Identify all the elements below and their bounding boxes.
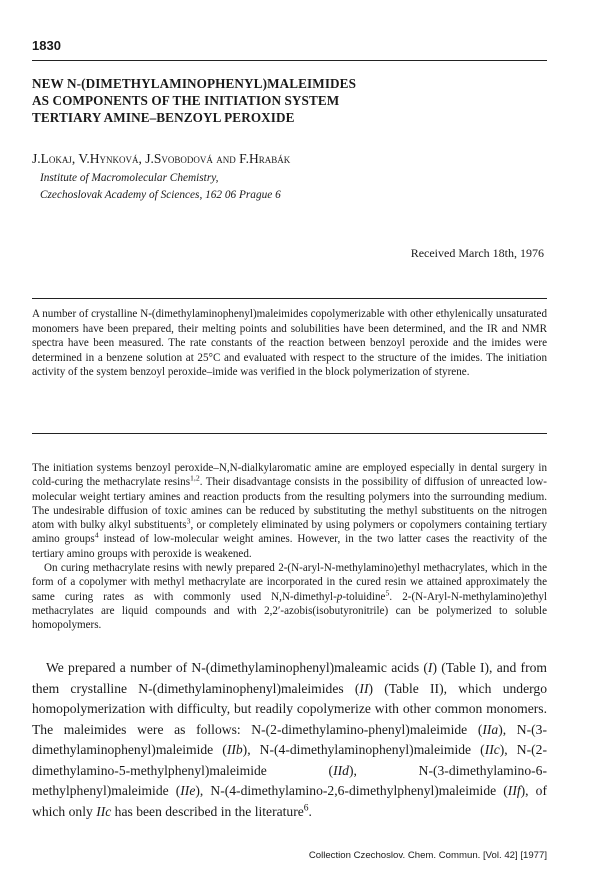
received-date: Received March 18th, 1976	[410, 246, 544, 260]
title-line-2: AS COMPONENTS OF THE INITIATION SYSTEM	[32, 93, 340, 108]
reference: 1,2	[190, 473, 200, 483]
abstract: A number of crystalline N-(dimethylaminophenyl)maleimides copolymerizable with other ethylenically unsaturated monomers have been prepared, their melting points and solubilities have been determined, and the IR and NMR spectra have been measured. The rate constants of the reaction between benzoyl peroxide and the imides were determined in a benzene solution at 25°C and evaluated with respect to the structure of the imides. The initiation activity of the system benzoyl peroxide–imide was verified in the block polymerization of styrene.	[32, 308, 547, 379]
reference: 6	[303, 802, 309, 813]
journal-footer: Collection Czechoslov. Chem. Commun. [Vol. 42] [1977]	[308, 850, 547, 861]
affiliation	[40, 170, 281, 204]
intro-paragraph-1: The initiation systems benzoyl peroxide–N,N-dialkylaromatic amine are employed especially in dental surgery in cold-curing the methacrylate resins$^{1,2}$. Their disadvantage consists in the possibility of diffusion of unreacted low-molecular weight tertiary amines and reaction products from the resulting polymers into the surrounding medium. The undesirable diffusion of toxic amines can be reduced by substituting the methyl substituents on the nitrogen atom with bulky alkyl substituents$^3$, or completely eliminated by using polymers or copolymers containing tertiary amino groups$^4$ instead of low-molecular weight amines. However, in the two latter cases the reactivity of the tertiary amino groups with peroxide is weakened.	[32, 462, 548, 560]
intro-paragraph-2: On curing methacrylate resins with newly prepared 2-(N-aryl-N-methylamino)ethyl methacrylates, which in the form of a copolymer with methyl methacrylate are incorporated in the cured resin we attained approximately the same curing rates as with commonly used N,N-dimethyl-p-toluidine$^5$. 2-(N-Aryl-N-methylamino)ethyl methacrylates are liquid compounds and with 2,2′-azobis(isobutyronitrile) can be polymerized to soluble homopolymers.	[32, 562, 547, 632]
authors: J.Lokaj, V.Hynková, J.Svobodová and F.Hrabák	[32, 151, 291, 166]
affiliation-line-1: Institute of Macromolecular Chemistry,	[40, 172, 219, 184]
body-paragraph: We prepared a number of N-(dimethylaminophenyl)maleamic acids (I) (Table I), and from them crystalline N-(dimethylaminophenyl)maleimides (II) (Table II), which undergo homopolymerization with difficulty, but readily copolymerize with other common monomers. The maleimides were as follows: N-(2-dimethylamino-phenyl)maleimide (IIa), N-(3-dimethylaminophenyl)maleimide (IIb), N-(4-dimethylaminophenyl)maleimide (IIc), N-(2-dimethylamino-5-methylphenyl)maleimide (IId), N-(3-dimethylamino-6-methylphenyl)maleimide (IIe), N-(4-dimethylamino-2,6-dimethylphenyl)maleimide (IIf), of which only IIc has been described in the literature$^6$.	[32, 660, 547, 819]
main-body	[32, 658, 547, 822]
page-number: 1830	[32, 38, 61, 53]
affiliation-line-2: Czechoslovak Academy of Sciences, 162 06 Prague 6	[40, 189, 281, 201]
title-line-1: NEW N-(DIMETHYLAMINOPHENYL)MALEIMIDES	[32, 76, 356, 91]
article-title	[32, 75, 452, 126]
introduction	[32, 461, 547, 633]
title-line-3: TERTIARY AMINE–BENZOYL PEROXIDE	[32, 110, 295, 125]
abstract-top-rule	[32, 298, 547, 299]
header-rule	[32, 60, 547, 61]
abstract-bottom-rule	[32, 433, 547, 434]
reference: 3	[186, 516, 191, 526]
reference: 5	[385, 587, 390, 597]
reference: 4	[94, 530, 99, 540]
